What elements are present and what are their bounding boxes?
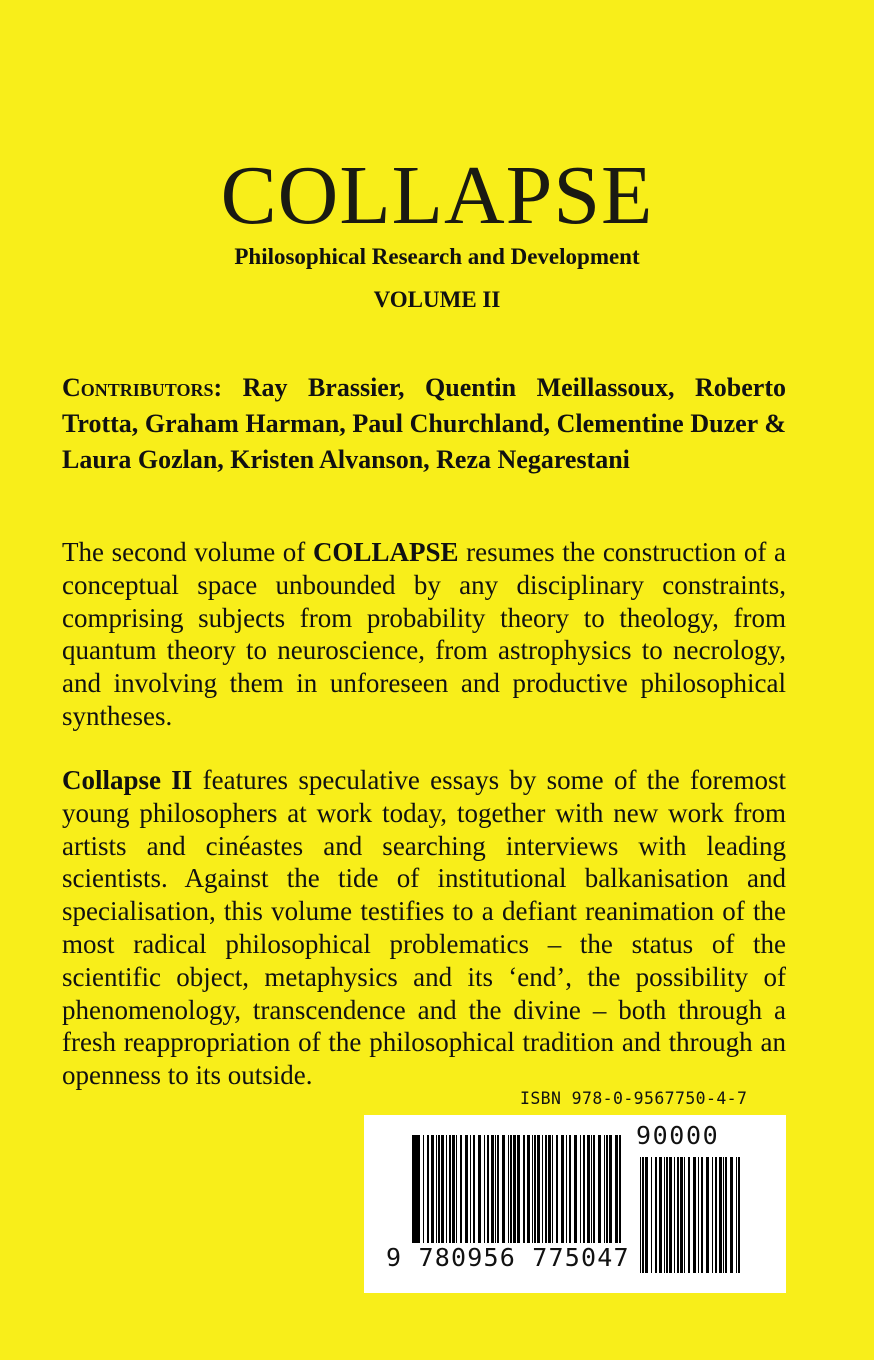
barcode-bar bbox=[574, 1135, 577, 1251]
isbn-text: ISBN 978-0-9567750-4-7 bbox=[520, 1089, 748, 1108]
barcode-bar bbox=[674, 1157, 675, 1273]
barcode-bar bbox=[659, 1157, 662, 1273]
barcode-bar bbox=[537, 1135, 540, 1251]
barcode-bar bbox=[580, 1135, 581, 1251]
barcode-bar bbox=[615, 1135, 616, 1251]
barcode-bar bbox=[598, 1135, 601, 1251]
paragraph-2-bold: Collapse II bbox=[62, 765, 193, 795]
barcode-bar bbox=[519, 1135, 520, 1251]
barcode-bar bbox=[719, 1157, 722, 1273]
book-subtitle: Philosophical Research and Development bbox=[234, 244, 640, 269]
paragraph-1-intro: The second volume of bbox=[62, 537, 313, 567]
barcode-bar bbox=[449, 1135, 451, 1251]
contributors-names: Ray Brassier, Quentin Meillassoux, Roberto Trotta, Graham Harman, Paul Churchland, Clementine Duzer & Laura Gozlan, Kristen Alvanson, Reza Negarestani bbox=[62, 373, 787, 474]
barcode-bar bbox=[534, 1135, 536, 1251]
barcode-bar bbox=[431, 1135, 434, 1251]
barcode-bar bbox=[473, 1135, 475, 1251]
barcode-bar bbox=[523, 1135, 525, 1251]
barcode-bar bbox=[680, 1157, 683, 1273]
barcode-bar bbox=[583, 1135, 585, 1251]
barcode-bar bbox=[423, 1135, 424, 1251]
barcode-bar bbox=[508, 1135, 509, 1251]
contributors-block bbox=[62, 370, 786, 478]
barcode-bar bbox=[545, 1135, 547, 1251]
barcode-bar bbox=[552, 1135, 553, 1251]
barcode-bar bbox=[666, 1157, 668, 1273]
barcode-bar bbox=[441, 1135, 444, 1251]
barcode-bar bbox=[593, 1135, 595, 1251]
barcode-bar bbox=[723, 1157, 724, 1273]
barcode-bar bbox=[456, 1135, 457, 1251]
barcode-bar bbox=[706, 1157, 709, 1273]
barcode-bar bbox=[677, 1157, 679, 1273]
description-paragraph-2 bbox=[62, 764, 786, 1092]
barcode-bar bbox=[566, 1135, 567, 1251]
barcode-bar bbox=[725, 1157, 727, 1273]
barcode-bar bbox=[664, 1157, 665, 1273]
volume-label: VOLUME II bbox=[373, 287, 501, 312]
barcode-bar bbox=[495, 1135, 496, 1251]
barcode-bar bbox=[736, 1157, 737, 1273]
barcode-bar bbox=[527, 1135, 530, 1251]
barcode-bar bbox=[484, 1135, 485, 1251]
barcode-bar bbox=[655, 1157, 657, 1273]
barcode-bar bbox=[491, 1135, 494, 1251]
barcode-bar bbox=[478, 1135, 481, 1251]
description-paragraph-1 bbox=[62, 536, 786, 733]
barcode-bar bbox=[701, 1157, 703, 1273]
barcode-bar bbox=[452, 1135, 455, 1251]
book-title: COLLAPSE bbox=[220, 149, 654, 242]
barcode-bar bbox=[487, 1135, 489, 1251]
barcode-bar bbox=[510, 1135, 512, 1251]
barcode-bar bbox=[693, 1157, 696, 1273]
paragraph-1-bold: COLLAPSE bbox=[312, 537, 459, 567]
barcode-bar bbox=[684, 1157, 685, 1273]
barcode-addon-digits: 90000 bbox=[636, 1121, 720, 1150]
barcode-bar bbox=[591, 1135, 592, 1251]
contributors-label: Contributors: bbox=[62, 373, 223, 402]
barcode-bar bbox=[417, 1135, 420, 1251]
barcode-bar bbox=[532, 1135, 533, 1251]
barcode-bar bbox=[497, 1135, 499, 1251]
barcode-bar bbox=[606, 1135, 608, 1251]
barcode-bar bbox=[587, 1135, 590, 1251]
barcode-bar bbox=[569, 1135, 571, 1251]
paragraph-1-rest: resumes the construction of a conceptual space unbounded by any disciplinary constraints, comprising subjects from probability theory to theology, from quantum theory to neuroscience, from astrophysics to necrology, and involving them in unforeseen and productive philosophical syntheses. bbox=[62, 537, 787, 731]
barcode-bar bbox=[542, 1135, 543, 1251]
barcode-bar bbox=[730, 1157, 733, 1273]
barcode-bar bbox=[436, 1135, 437, 1251]
barcode-bar bbox=[698, 1157, 699, 1273]
barcode-bar bbox=[556, 1135, 558, 1251]
barcode-bar bbox=[502, 1135, 505, 1251]
barcode-bar bbox=[438, 1135, 440, 1251]
barcode-bar bbox=[688, 1157, 690, 1273]
paragraph-2-rest: features speculative essays by some of the foremost young philosophers at work today, together with new work from artists and cinéastes and searching interviews with leading scientists. Against the tide of institutional balkanisation and specialisation, this volume testifies to a defiant reanimation of the most radical philosophical problematics – the status of the scientific object, metaphysics and its ‘end’, the possibility of phenomenology, transcendence and the divine – both through a fresh reappropriation of the philosophical tradition and through an openness to its outside. bbox=[62, 765, 787, 1091]
barcode-bar bbox=[470, 1135, 471, 1251]
barcode-bar bbox=[669, 1157, 672, 1273]
barcode-bar bbox=[604, 1135, 605, 1251]
barcode-bar bbox=[738, 1157, 740, 1273]
barcode-bar bbox=[609, 1135, 612, 1251]
barcode-bar bbox=[460, 1135, 462, 1251]
barcode bbox=[364, 1115, 786, 1293]
barcode-bar bbox=[715, 1157, 717, 1273]
barcode-digits: 9 780956 775047 bbox=[386, 1243, 630, 1272]
barcode-bar bbox=[561, 1135, 564, 1251]
barcode-bar bbox=[465, 1135, 468, 1251]
barcode-bar bbox=[446, 1135, 447, 1251]
barcode-bar bbox=[548, 1135, 551, 1251]
barcode-bar bbox=[642, 1157, 644, 1273]
barcode-bar bbox=[427, 1135, 429, 1251]
barcode-bar bbox=[640, 1157, 641, 1273]
barcode-bar bbox=[712, 1157, 713, 1273]
barcode-bar bbox=[651, 1157, 652, 1273]
barcode-bar bbox=[645, 1157, 648, 1273]
